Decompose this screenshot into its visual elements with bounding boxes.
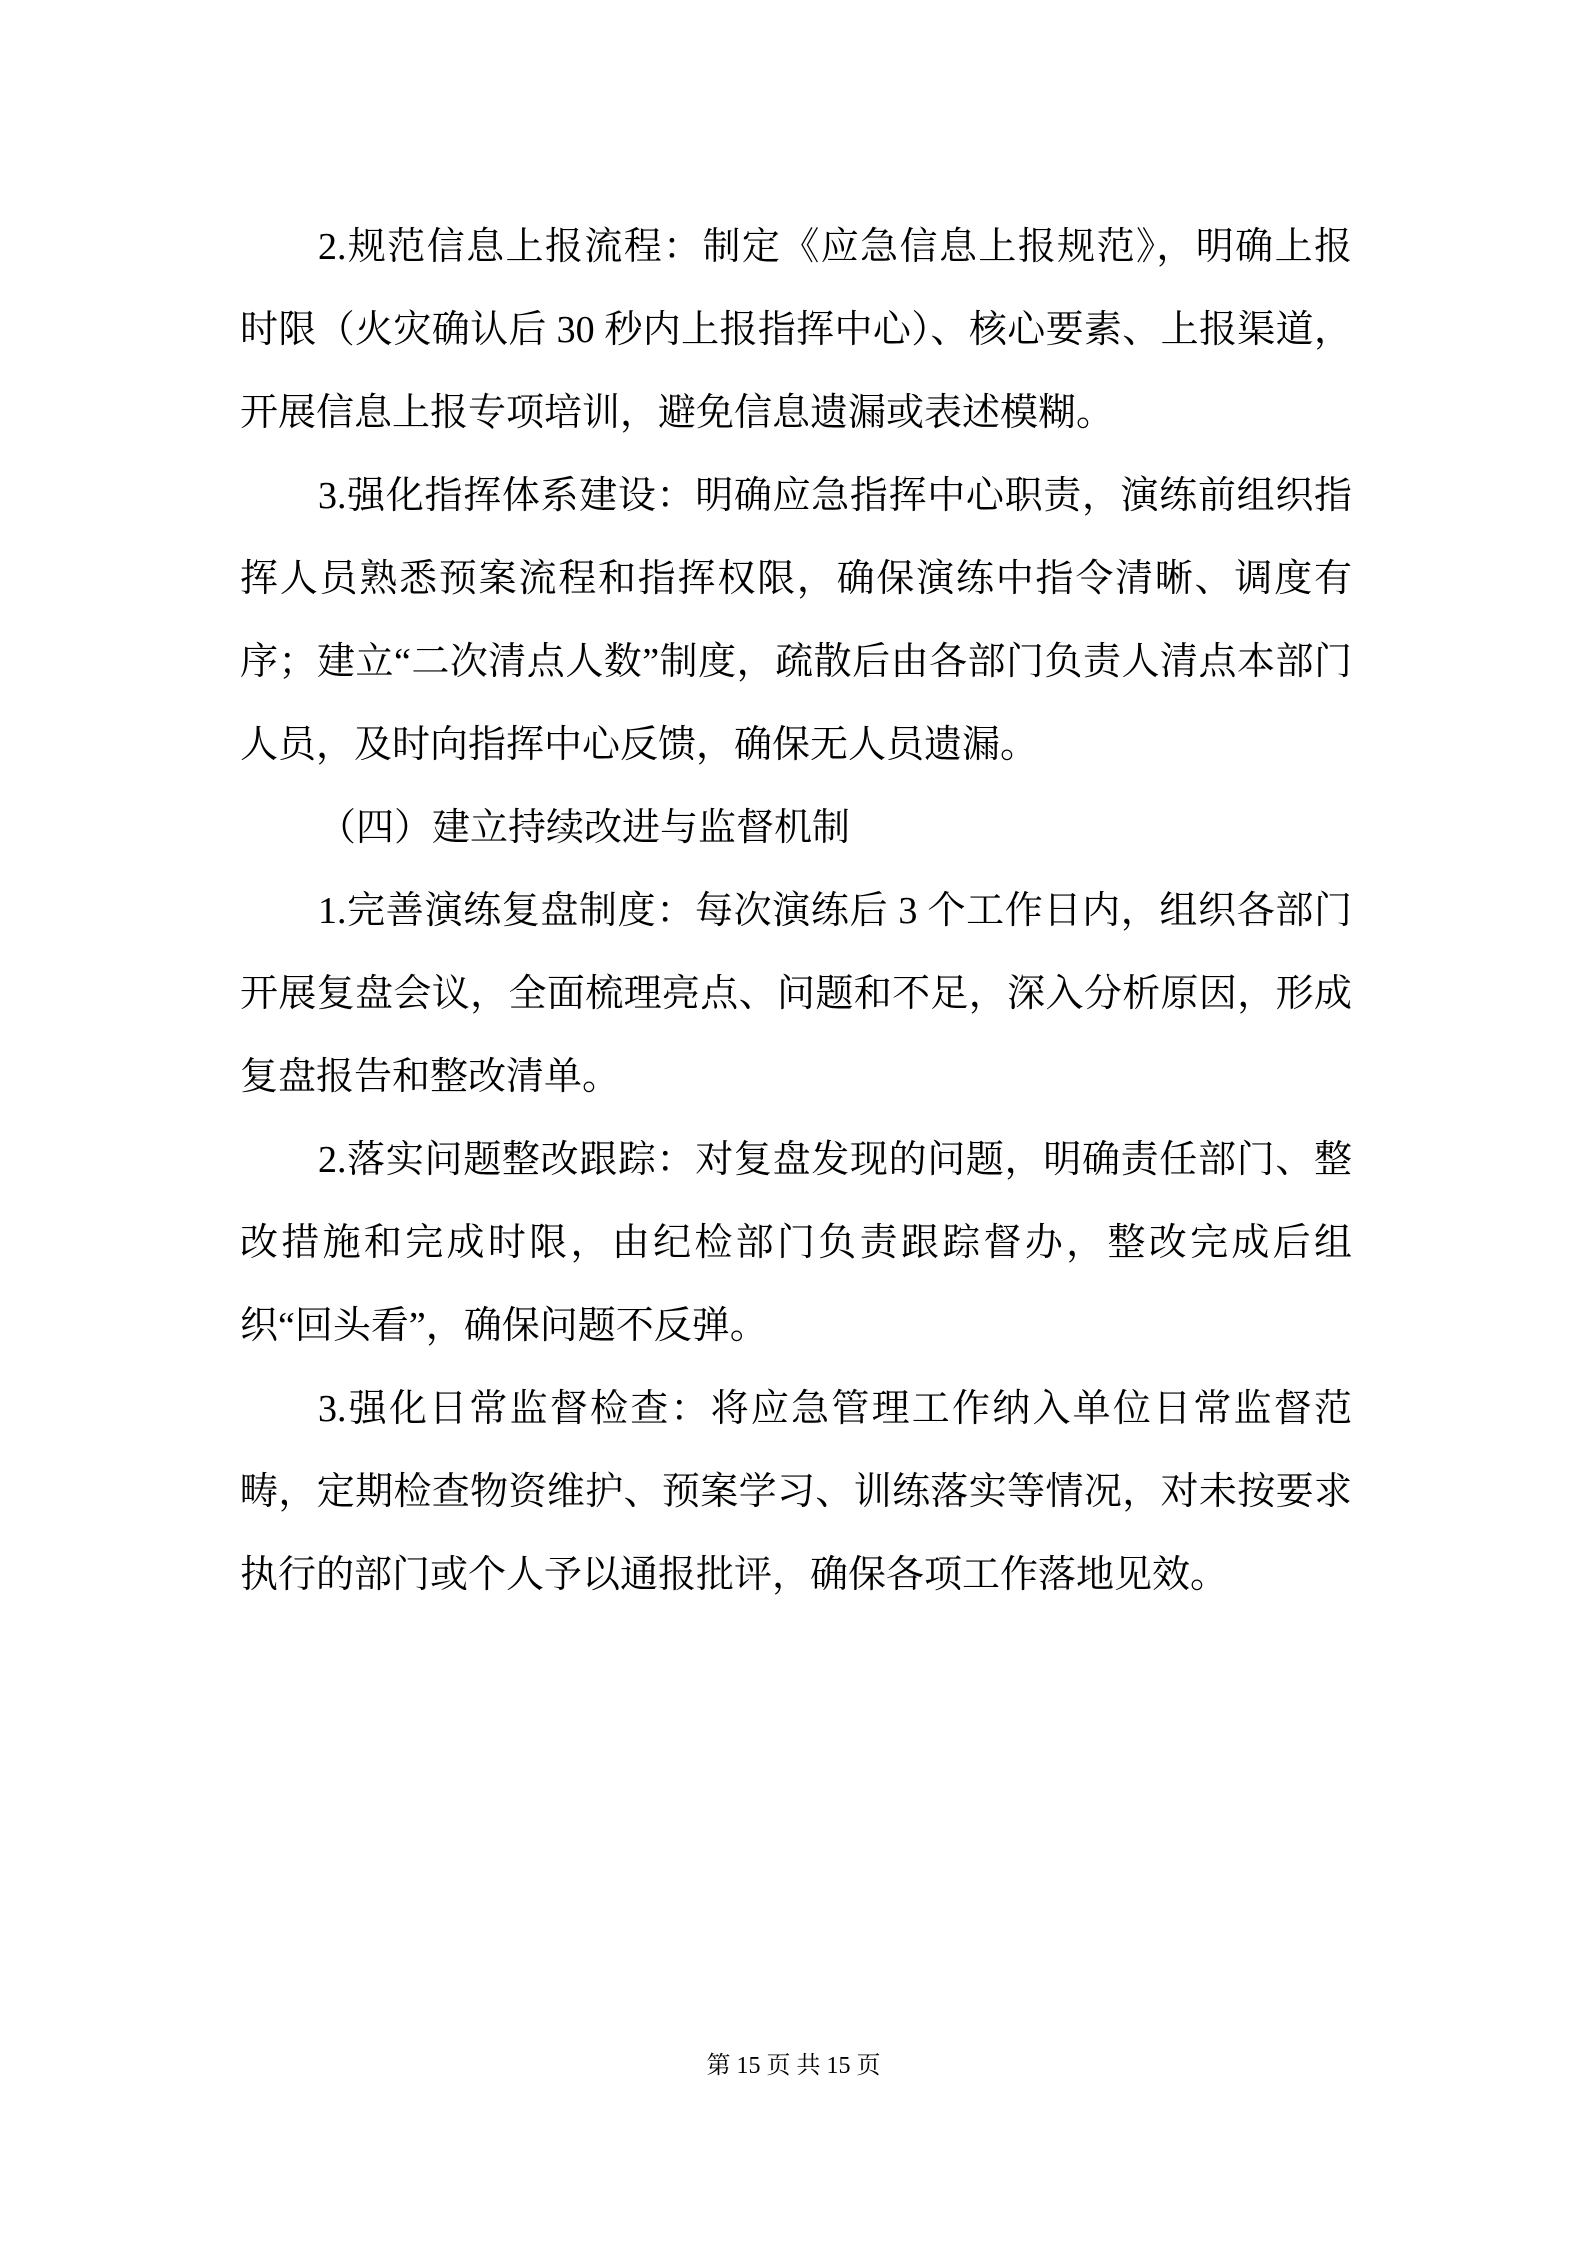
paragraph: 3.强化日常监督检查：将应急管理工作纳入单位日常监督范畴，定期检查物资维护、预案学习、训练落实等情况，对未按要求执行的部门或个人予以通报批评，确保各项工作落地见效。 — [240, 1388, 1352, 1596]
page-number-footer: 第 15 页 共 15 页 — [706, 2053, 881, 2079]
paragraph: 3.强化指挥体系建设：明确应急指挥中心职责，演练前组织指挥人员熟悉预案流程和指挥权限，确保演练中指令清晰、调度有序；建立“二次清点人数”制度，疏散后由各部门负责人清点本部门人员，及时向指挥中心反馈，确保无人员遗漏。 — [240, 475, 1352, 766]
paragraph: 2.规范信息上报流程：制定《应急信息上报规范》，明确上报时限（火灾确认后 30 秒内上报指挥中心）、核心要素、上报渠道，开展信息上报专项培训，避免信息遗漏或表述模糊。 — [240, 226, 1352, 434]
paragraph: 2.落实问题整改跟踪：对复盘发现的问题，明确责任部门、整改措施和完成时限，由纪检部门负责跟踪督办，整改完成后组织“回头看”，确保问题不反弹。 — [240, 1139, 1352, 1347]
paragraph: 1.完善演练复盘制度：每次演练后 3 个工作日内，组织各部门开展复盘会议，全面梳理亮点、问题和不足，深入分析原因，形成复盘报告和整改清单。 — [240, 890, 1352, 1098]
paragraph: （四）建立持续改进与监督机制 — [318, 807, 851, 849]
document-body — [240, 206, 1352, 1617]
